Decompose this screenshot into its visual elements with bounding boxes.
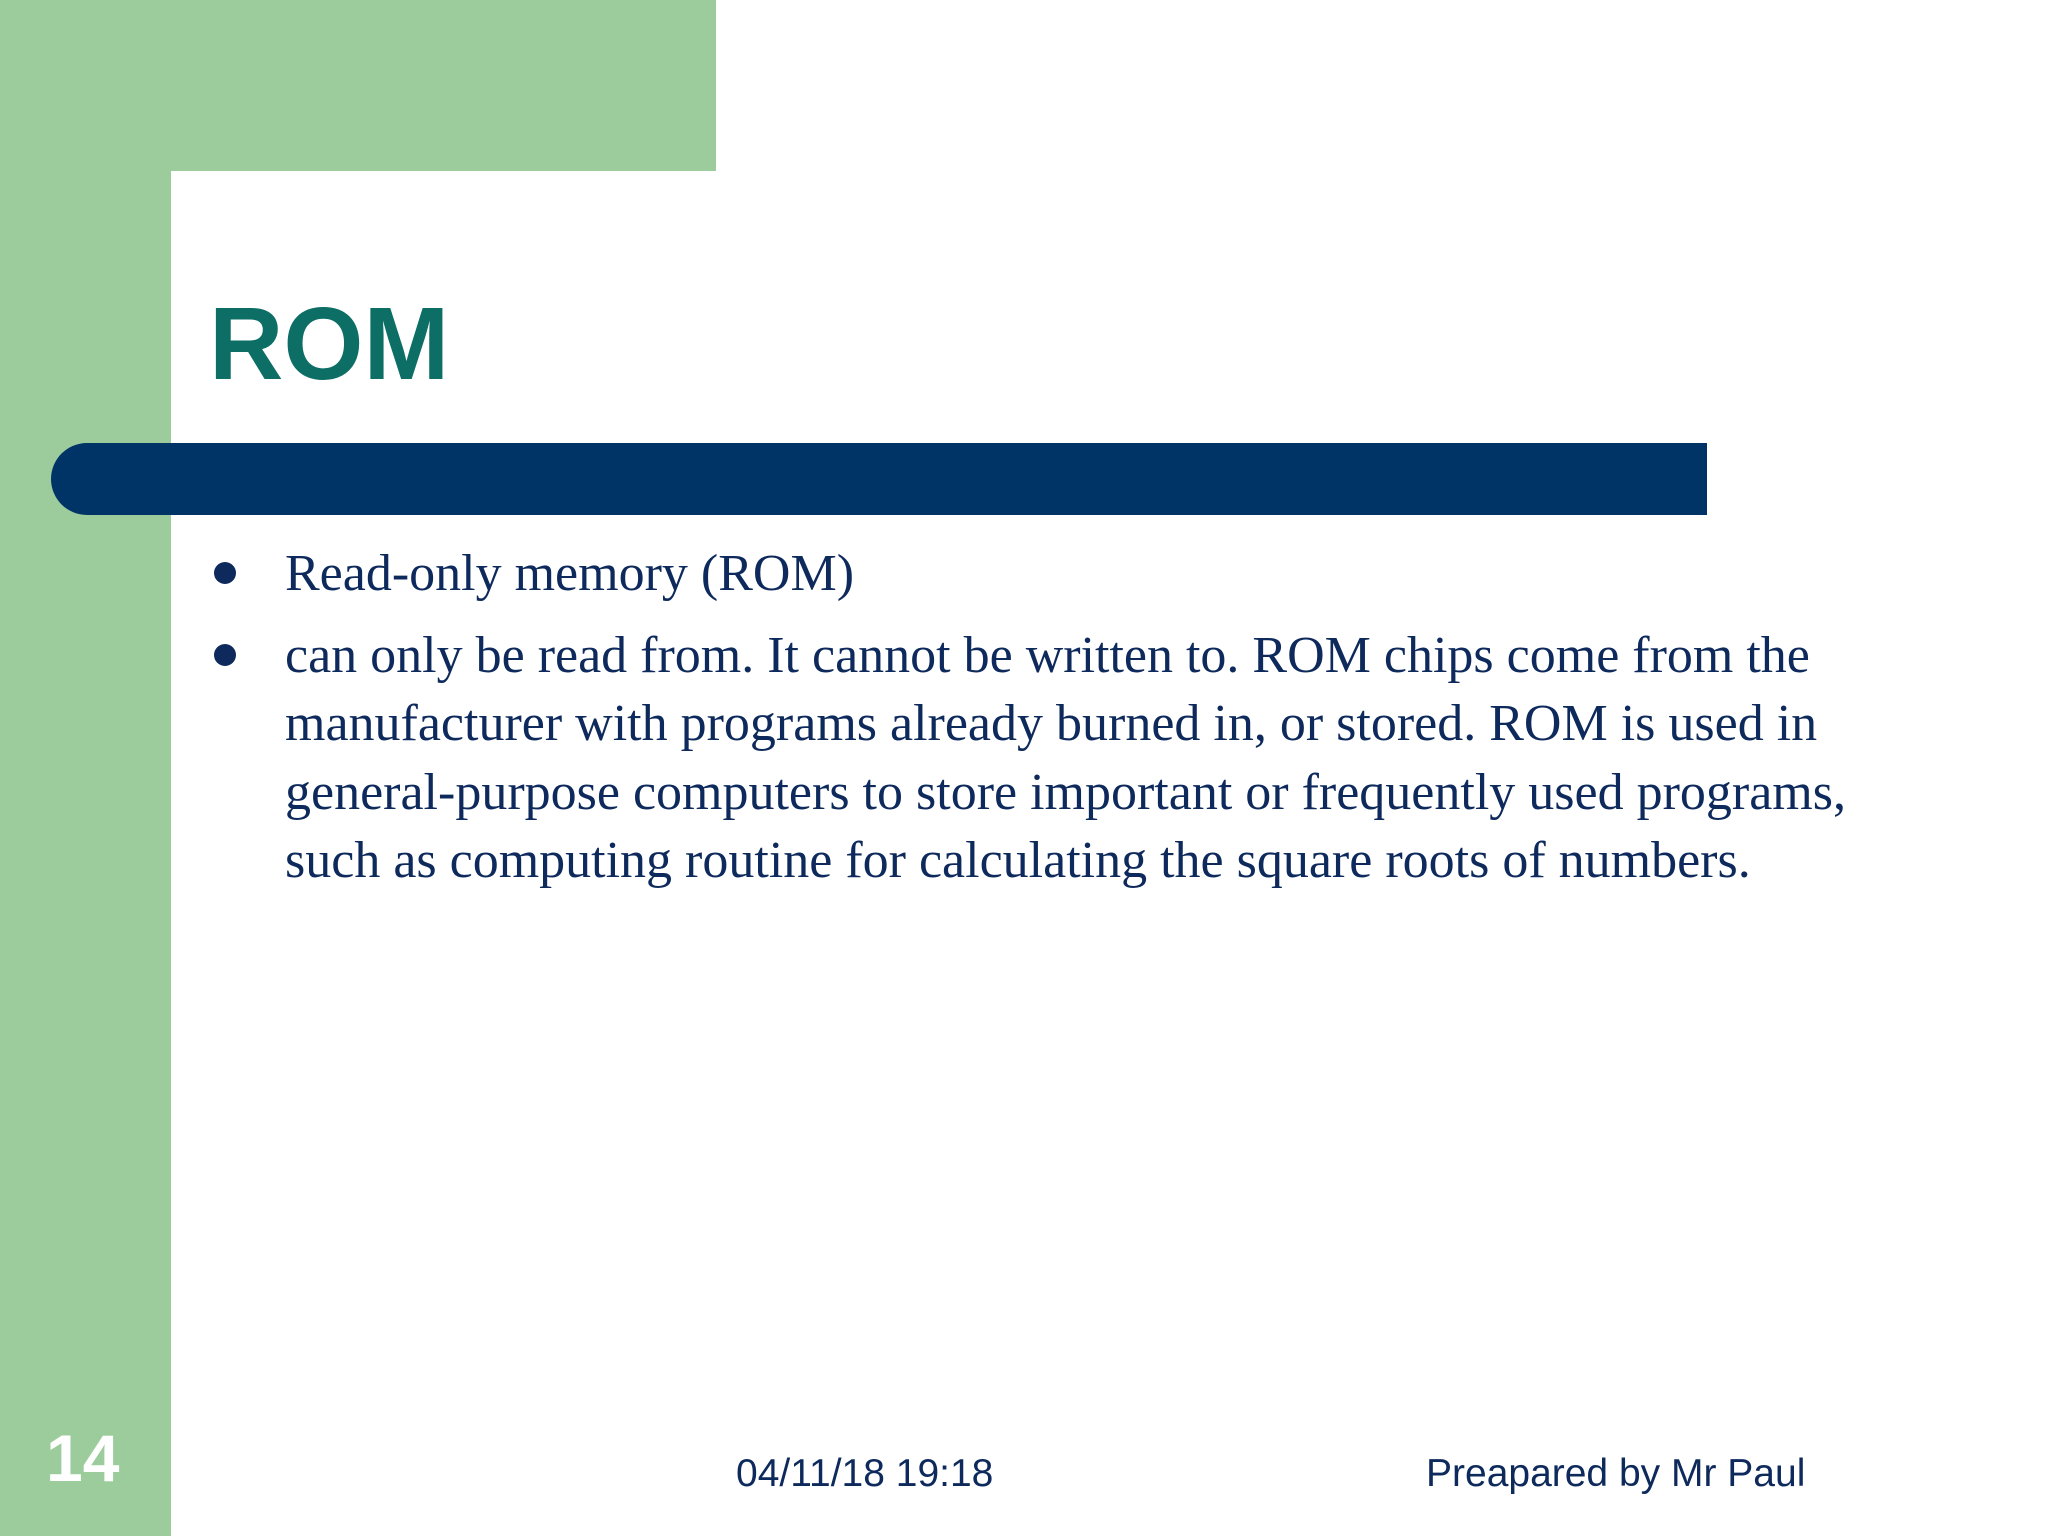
footer-author: Preapared by Mr Paul xyxy=(1426,1452,1806,1495)
bullet-dot-icon xyxy=(214,562,236,584)
bullet-text: Read-only memory (ROM) xyxy=(285,545,855,602)
bullet-item xyxy=(210,622,1900,896)
title-underline-bar xyxy=(51,443,1707,515)
bullet-list xyxy=(210,540,1900,909)
slide-title: ROM xyxy=(209,286,450,401)
green-side-panel xyxy=(0,0,171,1536)
bullet-item xyxy=(210,540,1900,609)
bullet-dot-icon xyxy=(214,644,236,666)
bullet-text: can only be read from. It cannot be written to. ROM chips come from the manufacturer with programs already burned in, or stored. ROM is used in general-purpose computers to store important or frequently used programs, such as computing routine for calculating the square roots of numbers. xyxy=(285,626,1846,889)
slide-number: 14 xyxy=(46,1421,120,1495)
green-top-panel xyxy=(0,0,716,171)
footer-date: 04/11/18 19:18 xyxy=(736,1452,994,1495)
